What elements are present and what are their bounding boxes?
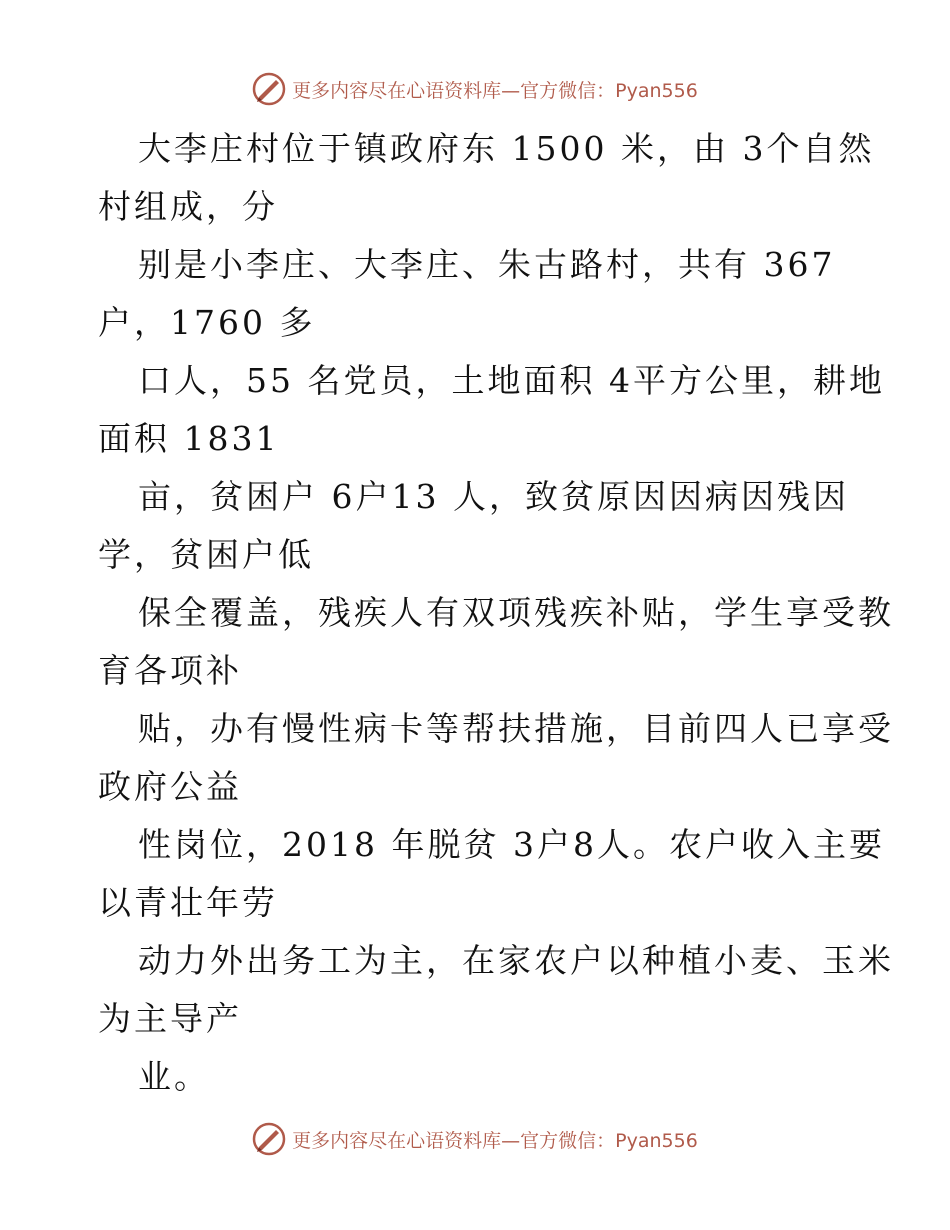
document-body <box>98 120 894 1106</box>
text-line: 以青壮年劳 <box>98 883 278 922</box>
text-line: 村组成，分 <box>98 187 278 226</box>
text-line: 为主导产 <box>98 999 242 1038</box>
text-line: 贴，办有慢性病卡等帮扶措施，目前四人已享受 <box>138 709 894 748</box>
text-line: 学，贫困户低 <box>98 535 314 574</box>
text-line: 口人，55 名党员，土地面积 4平方公里，耕地 <box>138 361 885 400</box>
watermark-header <box>0 72 950 106</box>
text-line: 动力外出务工为主，在家农户以种植小麦、玉米 <box>138 941 894 980</box>
text-line: 政府公益 <box>98 767 242 806</box>
text-line: 大李庄村位于镇政府东 1500 米，由 3个自然 <box>138 129 875 168</box>
text-line: 亩，贫困户 6户13 人，致贫原因因病因残因 <box>138 477 849 516</box>
pen-logo-icon <box>252 1122 286 1156</box>
text-line: 别是小李庄、大李庄、朱古路村，共有 367 <box>138 245 836 284</box>
watermark-text: 更多内容尽在心语资料库—官方微信：Pyan556 <box>292 1129 698 1152</box>
text-line: 保全覆盖，残疾人有双项残疾补贴，学生享受教 <box>138 593 894 632</box>
pen-logo-icon <box>252 72 286 106</box>
watermark-text: 更多内容尽在心语资料库—官方微信：Pyan556 <box>292 79 698 102</box>
text-line: 性岗位，2018 年脱贫 3户8人。农户收入主要 <box>138 825 885 864</box>
text-line: 育各项补 <box>98 651 242 690</box>
text-line: 业。 <box>138 1057 210 1096</box>
text-line: 面积 1831 <box>98 419 280 458</box>
watermark-footer <box>0 1122 950 1156</box>
text-line: 户，1760 多 <box>98 303 316 342</box>
